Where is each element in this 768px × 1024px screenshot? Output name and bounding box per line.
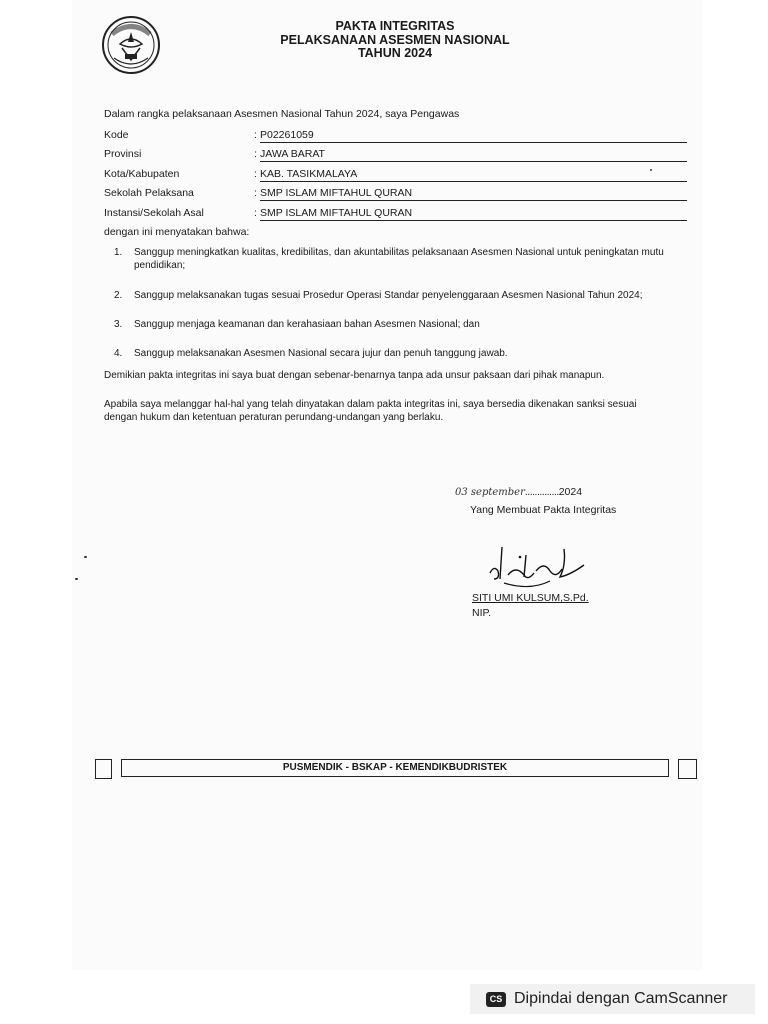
field-label: Kode — [104, 129, 129, 141]
scan-speck — [84, 556, 87, 558]
field-value: KAB. TASIKMALAYA — [260, 168, 687, 182]
field-sekolah-pelaksana — [104, 187, 687, 203]
pledge-text: Sanggup menjaga keamanan dan kerahasiaan bahan Asesmen Nasional; dan — [134, 319, 480, 330]
field-label: Sekolah Pelaksana — [104, 187, 194, 199]
field-instansi-asal — [104, 207, 687, 223]
field-colon: : — [254, 148, 257, 160]
field-label: Kota/Kabupaten — [104, 168, 180, 180]
maker-caption: Yang Membuat Pakta Integritas — [470, 504, 617, 516]
document-title: PAKTA INTEGRITAS PELAKSANAAN ASESMEN NASIONAL TAHUN 2024 — [280, 19, 510, 60]
field-value: SMP ISLAM MIFTAHUL QURAN — [260, 187, 687, 201]
date-dots: .............. — [524, 486, 559, 498]
camscanner-icon: CS — [486, 992, 506, 1007]
field-colon: : — [254, 129, 257, 141]
date-year: 2024 — [558, 486, 583, 498]
scan-speck — [650, 169, 652, 171]
tut-wuri-handayani-logo — [100, 14, 162, 76]
pledge-text: Sanggup meningkatkan kualitas, kredibilitas, dan akuntabilitas pelaksanaan Asesmen Nasional untuk peningkatan mutu pendidikan; — [134, 247, 664, 271]
footer-bar: PUSMENDIK - BSKAP - KEMENDIKBUDRISTEK — [121, 759, 669, 777]
field-value: JAWA BARAT — [260, 148, 687, 162]
field-kota-kabupaten — [104, 168, 687, 184]
field-colon: : — [254, 187, 257, 199]
signer-nip: NIP. — [472, 607, 492, 619]
scanned-page — [72, 0, 702, 970]
closing-statement: Demikian pakta integritas ini saya buat dengan sebenar-benarnya tanpa ada unsur paksaan dari pihak manapun. — [104, 370, 605, 381]
pledge-number: 2. — [114, 290, 123, 301]
intro-text: Dalam rangka pelaksanaan Asesmen Nasional Tahun 2024, saya Pengawas — [104, 108, 460, 120]
field-colon: : — [254, 207, 257, 219]
camscanner-watermark — [470, 984, 755, 1014]
field-value: P02261059 — [260, 129, 687, 143]
signer-name: SITI UMI KULSUM,S.Pd. — [472, 592, 589, 604]
field-kode — [104, 129, 687, 145]
pledge-number: 1. — [114, 247, 123, 258]
field-label: Provinsi — [104, 148, 142, 160]
pledge-text: Sanggup melaksanakan tugas sesuai Prosedur Operasi Standar penyelenggaraan Asesmen Nasional Tahun 2024; — [134, 290, 643, 301]
pledge-text: Sanggup melaksanakan Asesmen Nasional secara jujur dan penuh tanggung jawab. — [134, 348, 508, 359]
footer-left-box — [95, 759, 112, 779]
signing-date — [455, 486, 582, 498]
field-provinsi — [104, 148, 687, 164]
handwritten-date: 03 september — [455, 487, 525, 498]
footer-right-box — [678, 759, 697, 779]
scan-speck — [75, 578, 78, 580]
handwritten-signature — [480, 535, 595, 595]
watermark-text: Dipindai dengan CamScanner — [514, 990, 728, 1007]
field-value: SMP ISLAM MIFTAHUL QURAN — [260, 207, 687, 221]
field-label: Instansi/Sekolah Asal — [104, 207, 204, 219]
pledge-number: 3. — [114, 319, 123, 330]
field-colon: : — [254, 168, 257, 180]
pledge-number: 4. — [114, 348, 123, 359]
declaration-lead: dengan ini menyatakan bahwa: — [104, 226, 250, 238]
sanction-statement: Apabila saya melanggar hal-hal yang telah dinyatakan dalam pakta integritas ini, saya bersedia dikenakan sanksi sesuai dengan hukum dan ketentuan peraturan perundang-undangan yang berlaku. — [104, 399, 637, 423]
